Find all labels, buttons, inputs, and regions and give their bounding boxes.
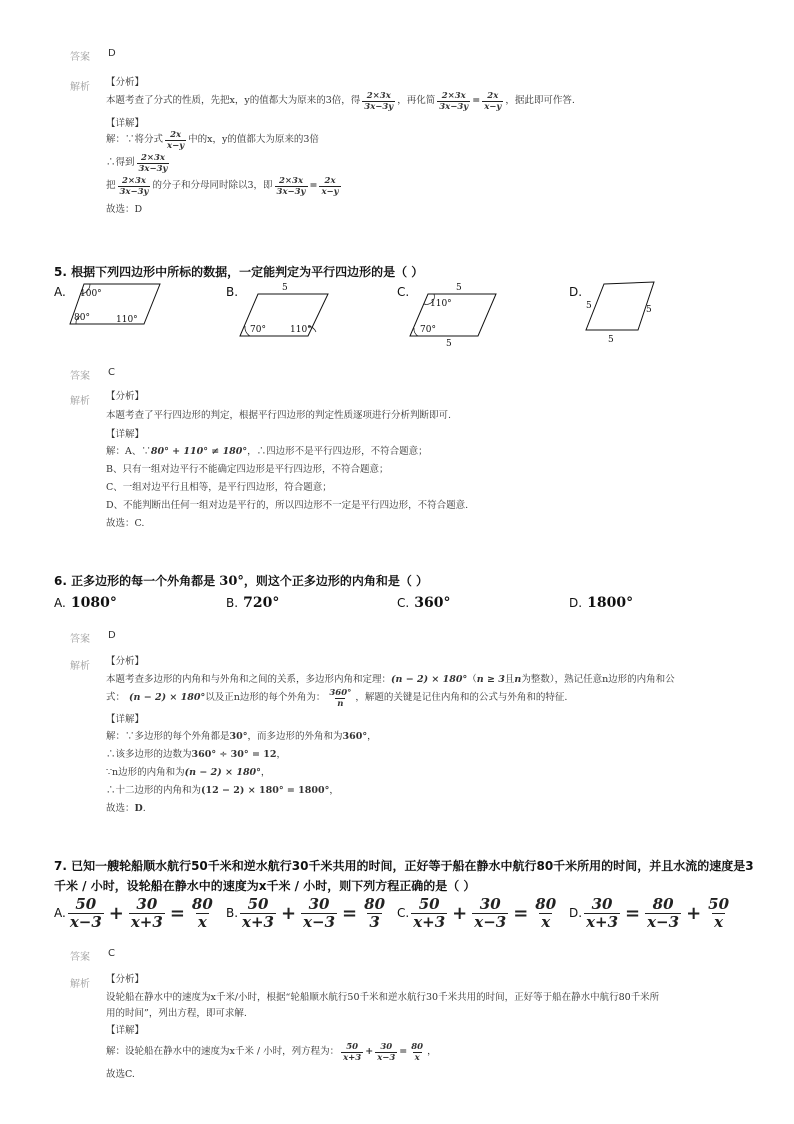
fraction: $\frac{30}{x-3}$ xyxy=(303,894,336,931)
side-label: 5 xyxy=(646,305,652,315)
fraction: $\frac{50}{x+3}$ xyxy=(413,894,446,931)
option-a: A. $\frac{50}{x-3}$ + $\frac{30}{x+3}$ = $\frac{80}{x}$ xyxy=(54,894,213,931)
analysis-tag: 解析 xyxy=(70,82,90,93)
analysis-tag: 解析 xyxy=(70,979,90,990)
detail-line: 解：∵将分式 $\frac{2x}{x-y}$ 中的x，y的值都大为原来的3倍 xyxy=(106,129,319,151)
fraction: $\frac{80}{x}$ xyxy=(411,1041,424,1063)
fraction: $\frac{80}{x}$ xyxy=(191,894,213,931)
answer-value: D xyxy=(108,630,116,641)
angle-label: 100° xyxy=(80,289,102,299)
detail-line: ∵n边形的内角和为(n − 2) × 180°， xyxy=(106,767,271,778)
analysis-line: 设轮船在静水中的速度为x千米/小时，根据“轮船顺水航行50千米和逆水航行30千米共用的时间，正好等于船在静水中航行80千米所 xyxy=(106,992,660,1003)
fraction: $\frac{80}{3}$ xyxy=(364,894,386,931)
question-title: 5. 根据下列四边形中所标的数据，一定能判定为平行四边形的是（ ） xyxy=(54,265,424,279)
fraction: $\frac{2x}{x-y}$ xyxy=(484,90,502,112)
fraction: $\frac{50}{x-3}$ xyxy=(69,894,102,931)
fraction: $\frac{2\times 3x}{3x-3y}$ xyxy=(276,175,306,197)
angle-label: 110° xyxy=(116,315,138,325)
fraction: $\frac{2\times 3x}{3x-3y}$ xyxy=(364,90,394,112)
detail-line: C、一组对边平行且相等，是平行四边形，符合题意； xyxy=(106,482,332,493)
fraction: $\frac{30}{x-3}$ xyxy=(474,894,507,931)
conclusion: 故选：D. xyxy=(106,803,146,814)
angle-label: 70° xyxy=(420,325,436,335)
fraction: $\frac{80}{x-3}$ xyxy=(647,894,680,931)
answer-tag: 答案 xyxy=(70,952,90,963)
answer-value: C xyxy=(108,948,115,959)
fraction: $\frac{30}{x-3}$ xyxy=(377,1041,396,1063)
answer-tag: 答案 xyxy=(70,371,90,382)
fraction: $\frac{2\times 3x}{3x-3y}$ xyxy=(439,90,469,112)
fraction: $\frac{2x}{x-y}$ xyxy=(321,175,339,197)
option-label-c: C. xyxy=(397,285,410,299)
detail-line: B、只有一组对边平行不能确定四边形是平行四边形，不符合题意； xyxy=(106,464,389,475)
option-b: B. $\frac{50}{x+3}$ + $\frac{30}{x-3}$ = $\frac{80}{3}$ xyxy=(226,894,386,931)
fraction: $\frac{80}{x}$ xyxy=(535,894,557,931)
fraction: $\frac{2\times 3x}{3x-3y}$ xyxy=(119,175,149,197)
answer-tag: 答案 xyxy=(70,634,90,645)
parallelogram-b-figure xyxy=(236,280,336,340)
analysis-heading: 【分析】 xyxy=(106,974,145,985)
analysis-tag: 解析 xyxy=(70,661,90,672)
analysis-line: 本题考查了平行四边形的判定，根据平行四边形的判定性质逐项进行分析判断即可. xyxy=(106,410,452,421)
analysis-heading: 【分析】 xyxy=(106,656,145,667)
detail-line: 把 $\frac{2\times 3x}{3x-3y}$ 的分子和分母同时除以3，即 $\frac{2\times 3x}{3x-3y}$ = $\frac{2x}{x-y}$ xyxy=(106,175,339,197)
side-label: 5 xyxy=(446,339,452,349)
option-b: B. 720° xyxy=(226,595,280,611)
analysis-line: 用的时间”，列出方程，即可求解. xyxy=(106,1008,247,1019)
conclusion: 故选：C. xyxy=(106,518,145,529)
detail-line: D、不能判断出任何一组对边是平行的，所以四边形不一定是平行四边形，不符合题意. xyxy=(106,500,469,511)
detail-heading: 【详解】 xyxy=(106,1025,145,1036)
option-d: D. 1800° xyxy=(569,595,634,611)
option-c: C. $\frac{50}{x+3}$ + $\frac{30}{x-3}$ = $\frac{80}{x}$ xyxy=(397,894,557,931)
detail-heading: 【详解】 xyxy=(106,118,145,129)
answer-value: D xyxy=(108,48,116,59)
angle-label: 110° xyxy=(290,325,312,335)
fraction: $\frac{360^\circ}{n}$ xyxy=(329,687,352,709)
fraction: $\frac{50}{x+3}$ xyxy=(343,1041,362,1063)
side-label: 5 xyxy=(608,335,614,345)
question-title: 6. 正多边形的每一个外角都是 30°，则这个正多边形的内角和是（ ） xyxy=(54,574,429,589)
analysis-tag: 解析 xyxy=(70,396,90,407)
answer-value: C xyxy=(108,367,115,378)
detail-line: 解：设轮船在静水中的速度为x千米 / 小时，列方程为： $\frac{50}{x+3}$ + $\frac{30}{x-3}$ = $\frac{80}{x}$ ， xyxy=(106,1041,437,1063)
detail-line: 解：A、∵80° + 110° ≠ 180°，∴四边形不是平行四边形，不符合题意； xyxy=(106,446,428,457)
parallelogram-c-figure xyxy=(406,280,506,350)
detail-heading: 【详解】 xyxy=(106,429,145,440)
detail-heading: 【详解】 xyxy=(106,714,145,725)
side-label: 5 xyxy=(282,283,288,293)
angle-label: 80° xyxy=(74,313,90,323)
fraction: $\frac{50}{x}$ xyxy=(708,894,730,931)
analysis-line: 本题考查了分式的性质，先把x，y的值都大为原来的3倍，得 $\frac{2\times 3x}{3x-3y}$ ，再化简 $\frac{2\times 3x}{3x-3y}$ = $\frac{2x}{x-y}$ ，据此即可作答. xyxy=(106,90,575,112)
fraction: $\frac{50}{x+3}$ xyxy=(242,894,274,931)
question-title: 7. 已知一艘轮船顺水航行50千米和逆水航行30千米共用的时间，正好等于船在静水中航行80千米所用的时间，并且水流的速度是3 xyxy=(54,859,754,873)
option-label-a: A. xyxy=(54,285,66,299)
angle-label: 110° xyxy=(430,299,452,309)
answer-tag: 答案 xyxy=(70,52,90,63)
detail-line: ∴十二边形的内角和为(12 − 2) × 180° = 1800°， xyxy=(106,785,339,796)
option-c: C. 360° xyxy=(397,595,451,611)
side-label: 5 xyxy=(456,283,462,293)
fraction: $\frac{30}{x+3}$ xyxy=(586,894,619,931)
analysis-heading: 【分析】 xyxy=(106,77,145,88)
option-a: A. 1080° xyxy=(54,595,117,611)
side-label: 5 xyxy=(586,301,592,311)
fraction: $\frac{2x}{x-y}$ xyxy=(167,129,185,151)
detail-line: 解：∵多边形的每个外角都是30°，而多边形的外角和为360°， xyxy=(106,731,377,742)
angle-label: 70° xyxy=(250,325,266,335)
conclusion: 故选C. xyxy=(106,1069,135,1080)
fraction: $\frac{30}{x+3}$ xyxy=(130,894,163,931)
option-d: D. $\frac{30}{x+3}$ = $\frac{80}{x-3}$ + $\frac{50}{x}$ xyxy=(569,894,730,931)
fraction: $\frac{2\times 3x}{3x-3y}$ xyxy=(138,152,168,174)
option-label-d: D. xyxy=(569,285,583,299)
detail-line: ∴得到 $\frac{2\times 3x}{3x-3y}$ xyxy=(106,152,168,174)
quadrilateral-d-figure xyxy=(580,280,670,348)
analysis-line: 式： (n − 2) × 180° 以及正n边形的每个外角为： $\frac{360^\circ}{n}$ ，解题的关键是记住内角和的公式与外角和的特征. xyxy=(106,687,568,709)
conclusion: 故选：D xyxy=(106,204,143,215)
analysis-line: 本题考查多边形的内角和与外角和之间的关系，多边形内角和定理：(n − 2) × 180°（n ≥ 3且n为整数），熟记任意n边形的内角和公 xyxy=(106,674,675,685)
question-title-cont: 千米 / 小时，设轮船在静水中的速度为x千米 / 小时，则下列方程正确的是（ ） xyxy=(54,879,476,893)
option-label-b: B. xyxy=(226,285,239,299)
detail-line: ∴该多边形的边数为360° ÷ 30° = 12， xyxy=(106,749,286,760)
analysis-heading: 【分析】 xyxy=(106,391,145,402)
parallelogram-a-figure xyxy=(66,280,166,330)
